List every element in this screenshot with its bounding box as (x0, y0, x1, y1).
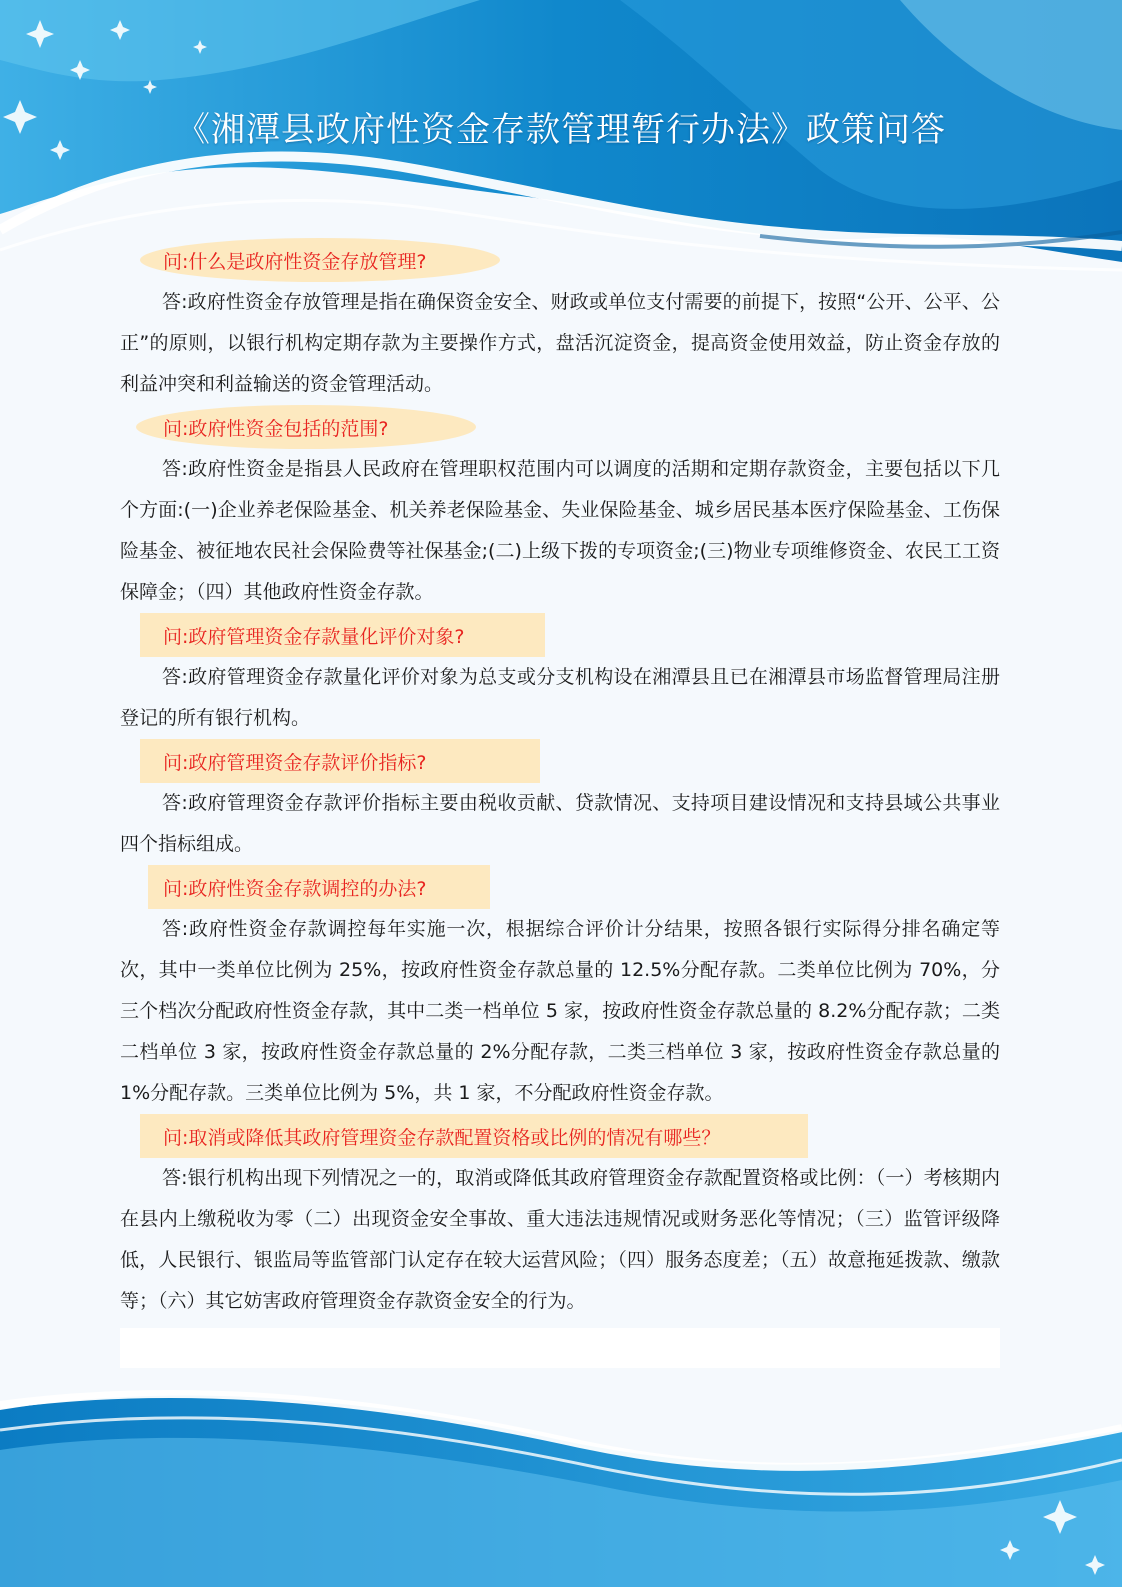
question-text: 问:取消或降低其政府管理资金存款配置资格或比例的情况有哪些？ (163, 1126, 721, 1149)
blank-white-box (120, 1328, 1000, 1368)
answer-1: 答:政府性资金存放管理是指在确保资金安全、财政或单位支付需要的前提下，按照“公开、公平、公正”的原则，以银行机构定期存款为主要操作方式，盘活沉淀资金，提高资金使用效益，防止资金存放的利益冲突和利益输送的资金管理活动。 (120, 291, 1000, 395)
question-text: 问:什么是政府性资金存放管理? (163, 250, 427, 273)
answer-2: 答:政府性资金是指县人民政府在管理职权范围内可以调度的活期和定期存款资金，主要包括以下几个方面:(一)企业养老保险基金、机关养老保险基金、失业保险基金、城乡居民基本医疗保险基金、工伤保险基金、被征地农民社会保险费等社保基金;(二)上级下拨的专项资金;(三)物业专项维修资金、农民工工资保障金；（四）其他政府性资金存款。 (120, 458, 1000, 603)
answer-6: 答:银行机构出现下列情况之一的，取消或降低其政府管理资金存款配置资格或比例：（一）考核期内在县内上缴税收为零（二）出现资金安全事故、重大违法违规情况或财务恶化等情况；（三）监管评级降低，人民银行、银监局等监管部门认定存在较大运营风险；（四）服务态度差；（五）故意拖延拨款、缴款等；（六）其它妨害政府管理资金存款资金安全的行为。 (120, 1167, 1000, 1312)
question-1 (120, 238, 1000, 282)
question-6 (120, 1114, 1000, 1158)
question-text: 问:政府管理资金存款评价指标? (163, 751, 427, 774)
answer-3: 答:政府管理资金存款量化评价对象为总支或分支机构设在湘潭县且已在湘潭县市场监督管理局注册登记的所有银行机构。 (120, 666, 1000, 729)
question-text: 问:政府性资金存款调控的办法? (163, 877, 427, 900)
answer-5: 答:政府性资金存款调控每年实施一次，根据综合评价计分结果，按照各银行实际得分排名确定等次，其中一类单位比例为 25%，按政府性资金存款总量的 12.5%分配存款。二类单位比例为 70%，分三个档次分配政府性资金存款，其中二类一档单位 5 家，按政府性资金存款总量的 8.2%分配存款；二类二档单位 3 家，按政府性资金存款总量的 2%分配存款，二类三档单位 3 家，按政府性资金存款总量的 1%分配存款。三类单位比例为 5%，共 1 家，不分配政府性资金存款。 (120, 918, 1000, 1104)
page-title: 《湘潭县政府性资金存款管理暂行办法》政策问答 (176, 110, 946, 150)
question-3 (120, 613, 1000, 657)
answer-4: 答:政府管理资金存款评价指标主要由税收贡献、贷款情况、支持项目建设情况和支持县域公共事业四个指标组成。 (120, 792, 1000, 855)
question-text: 问:政府性资金包括的范围? (163, 417, 389, 440)
qa-content (120, 238, 1000, 1368)
question-2 (120, 405, 1000, 449)
question-4 (120, 739, 1000, 783)
question-5 (120, 865, 1000, 909)
question-text: 问:政府管理资金存款量化评价对象? (163, 625, 465, 648)
